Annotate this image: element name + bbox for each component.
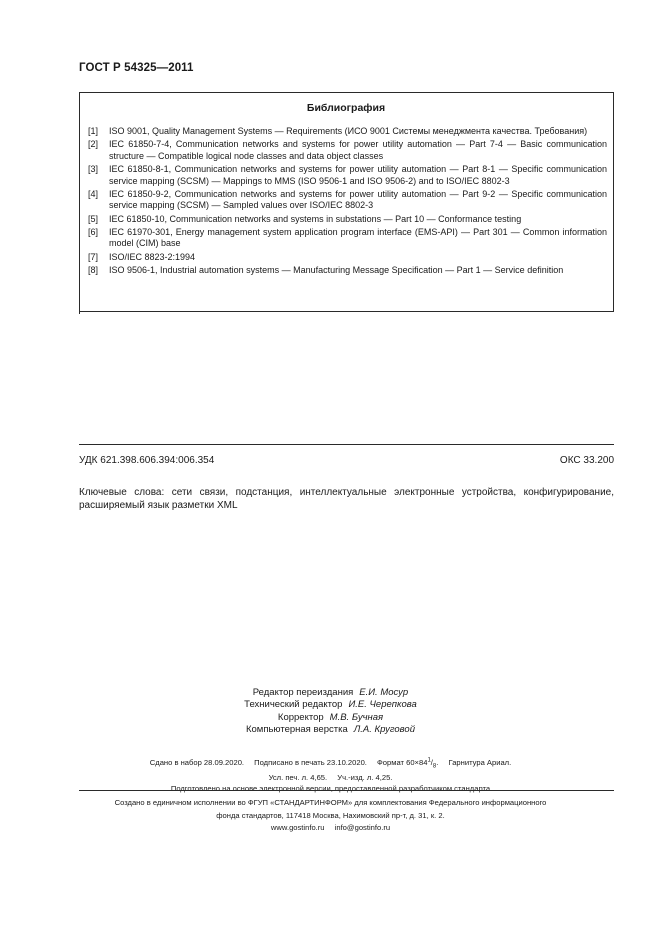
imprint-print-details [0,755,661,772]
set-date: Сдано в набор 28.09.2020. [149,757,245,767]
imprint-sheets [0,772,661,783]
standard-id-header: ГОСТ Р 54325—2011 [79,62,194,74]
bibliography-title: Библиография [306,102,386,114]
footer-line-2: фонда стандартов, 117418 Москва, Нахимовский пр-т, д. 31, к. 2. [216,810,445,820]
bibliography-item-number: [4] [88,188,99,199]
bibliography-item-number: [2] [88,139,99,150]
bibliography-item-number: [7] [88,251,99,262]
website-link[interactable]: www.gostinfo.ru [270,823,325,833]
credit-name: Е.И. Мосур [359,687,409,698]
credit-line [0,724,661,736]
footer-divider [79,790,614,791]
bibliography-item-number: [8] [88,264,99,275]
bibliography-item [88,227,607,250]
bibliography-item-text: IEC 61850-7-4, Communication networks and systems for power utility automation — Part 7-4 — Basic communication structure — Compatible logical node classes and data object classes [109,139,607,161]
credits-block [0,687,661,737]
email-link[interactable]: info@gostinfo.ru [334,823,391,833]
bibliography-item [88,214,607,226]
bibliography-item-text: IEC 61850-9-2, Communication networks and systems for power utility automation — Part 9-2 — Specific communication service mapping (SCSM) — Sampled values over ISO/IEC 8802-3 [109,188,607,211]
bibliography-item [88,139,607,162]
bibliography-item-text: ISO 9506-1, Industrial automation systems — Manufacturing Message Specification — Part 1 — Service definition [109,264,564,275]
credit-line [0,699,661,711]
bibliography-item-text: ISO 9001, Quality Management Systems — Requirements (ИСО 9001 Системы менеджмента качества. Требования) [109,126,588,136]
bibliography-box [79,92,614,312]
bibliography-item [88,126,607,138]
typeface: Гарнитура Ариал. [448,757,512,767]
credit-name: М.В. Бучная [329,711,384,723]
bibliography-item [88,265,607,277]
credit-name: Л.А. Круговой [353,724,415,736]
bibliography-list [88,126,607,278]
bibliography-item-number: [6] [88,226,99,237]
bibliography-item [88,252,607,264]
credit-line [0,687,661,699]
bibliography-item [88,164,607,187]
publisher-footer [0,797,661,835]
credit-line [0,712,661,724]
credit-name: И.Е. Черепкова [348,699,417,711]
bibliography-item-number: [5] [88,213,99,224]
bibliography-item-text: IEC 61850-10, Communication networks and systems in substations — Part 10 — Conformance testing [109,213,522,224]
credit-role: Технический редактор [244,699,343,711]
bibliography-item-number: [3] [88,163,99,174]
credit-role: Компьютерная верстка [245,724,348,736]
oks-code: ОКС 33.200 [559,455,614,466]
imprint-block [0,755,661,795]
keywords-paragraph: Ключевые слова: сети связи, подстанция, интеллектуальные электронные устройства, конфигурирование, расширяемый язык разметки XML [79,487,614,511]
bibliography-item [88,189,607,212]
section-divider [79,444,614,445]
pub-sheets: Уч.-изд. л. 4,25. [337,773,393,783]
bibliography-item-number: [1] [88,126,99,136]
print-sheets: Усл. печ. л. 4,65. [268,773,328,783]
udk-code: УДК 621.398.606.394:006.354 [79,455,215,466]
prepared-note: Подготовлено на основе электронной версии, предоставленной разработчиком стандарта [170,784,491,794]
bibliography-item-text: ISO/IEC 8823-2:1994 [109,251,196,262]
credit-role: Редактор переиздания [252,687,354,698]
credit-role: Корректор [277,711,324,723]
bibliography-item-text: IEC 61970-301, Energy management system application program interface (EMS-API) — Part 301 — Common information model (CIM) base [109,226,607,249]
footer-line-1: Создано в единичном исполнении во ФГУП «СТАНДАРТИНФОРМ» для комплектования Федерального информационного [114,798,547,807]
bibliography-item-text: IEC 61850-8-1, Communication networks and systems for power utility automation — Part 8-1 — Specific communication service mapping (SCSM) — Mappings to MMS (ISO 9506-1 and ISO 9506-2) and to ISO/IEC 8802-3 [109,163,607,186]
signed-date: Подписано в печать 23.10.2020. [254,757,367,767]
paper-format: Формат $60\times 84^1/_8$. [377,757,439,770]
footer-links [0,822,661,835]
